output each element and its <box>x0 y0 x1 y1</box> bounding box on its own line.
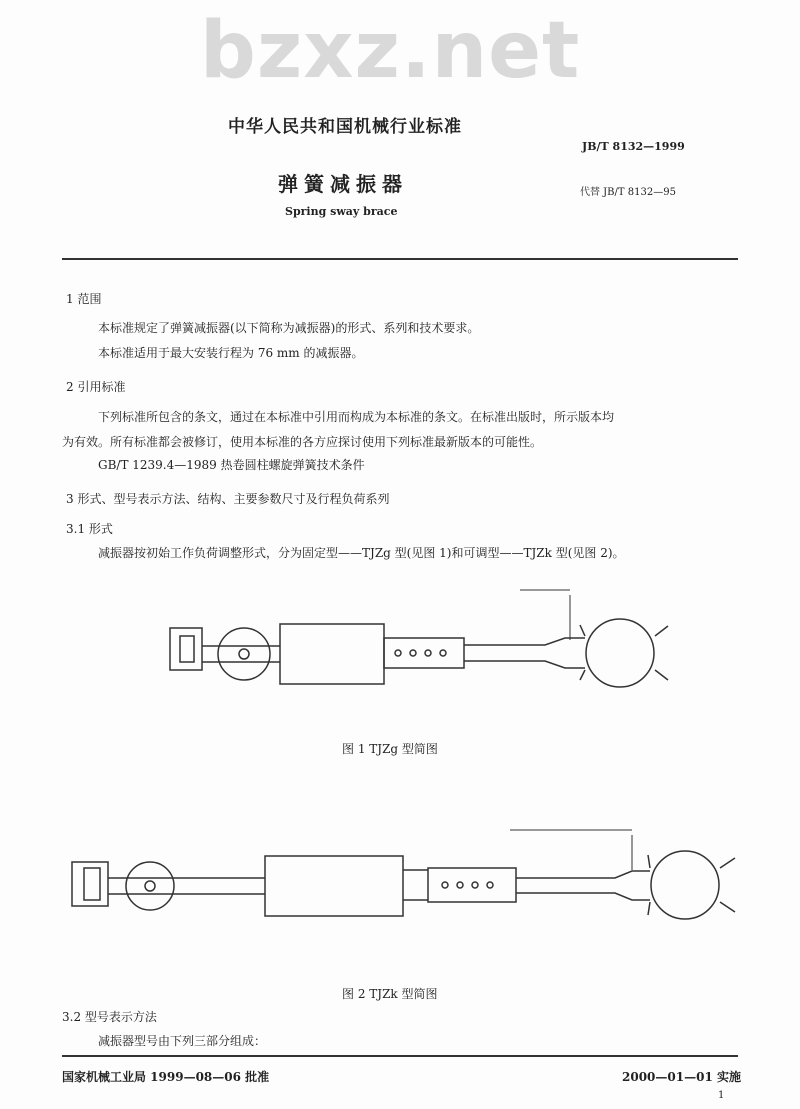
section-1-heading: 1 范围 <box>66 292 102 306</box>
replaces-note: 代替 JB/T 8132—95 <box>580 187 676 198</box>
standard-code: JB/T 8132—1999 <box>582 140 685 153</box>
watermark: bzxz.net <box>200 6 581 96</box>
section-3-heading: 3 形式、型号表示方法、结构、主要参数尺寸及行程负荷系列 <box>66 492 390 506</box>
figure-1-caption: 图 1 TJZg 型简图 <box>342 742 438 756</box>
figure-2-drawing <box>0 810 800 960</box>
implementation-date: 2000—01—01 实施 <box>622 1070 741 1084</box>
section-1-para-2: 本标准适用于最大安装行程为 76 mm 的减振器。 <box>98 346 364 360</box>
section-3-2-heading: 3.2 型号表示方法 <box>62 1010 157 1024</box>
footer-rule <box>62 1055 738 1057</box>
section-3-2-para: 减振器型号由下列三部分组成： <box>98 1034 267 1048</box>
org-title: 中华人民共和国机械行业标准 <box>228 117 462 137</box>
referenced-standard: GB/T 1239.4—1989 热卷圆柱螺旋弹簧技术条件 <box>98 458 365 472</box>
section-2-para-line-1: 下列标准所包含的条文，通过在本标准中引用而构成为本标准的条文。在标准出版时，所示版本均 <box>98 410 615 424</box>
header-rule <box>62 258 738 260</box>
page-number: 1 <box>718 1090 725 1101</box>
section-3-1-heading: 3.1 形式 <box>66 522 113 536</box>
document-subtitle: Spring sway brace <box>285 205 398 218</box>
figure-2-caption: 图 2 TJZk 型简图 <box>342 987 438 1001</box>
section-2-para-line-2: 为有效。所有标准都会被修订，使用本标准的各方应探讨使用下列标准最新版本的可能性。 <box>62 435 543 449</box>
document-title: 弹簧减振器 <box>278 172 408 196</box>
section-1-para-1: 本标准规定了弹簧减振器(以下简称为减振器)的形式、系列和技术要求。 <box>98 321 480 335</box>
approval-note: 国家机械工业局 1999—08—06 批准 <box>62 1070 270 1084</box>
figure-1-drawing <box>0 570 800 720</box>
section-2-heading: 2 引用标准 <box>66 380 126 394</box>
section-3-1-para: 减振器按初始工作负荷调整形式，分为固定型——TJZg 型(见图 1)和可调型——TJZk 型(见图 2)。 <box>98 546 625 560</box>
